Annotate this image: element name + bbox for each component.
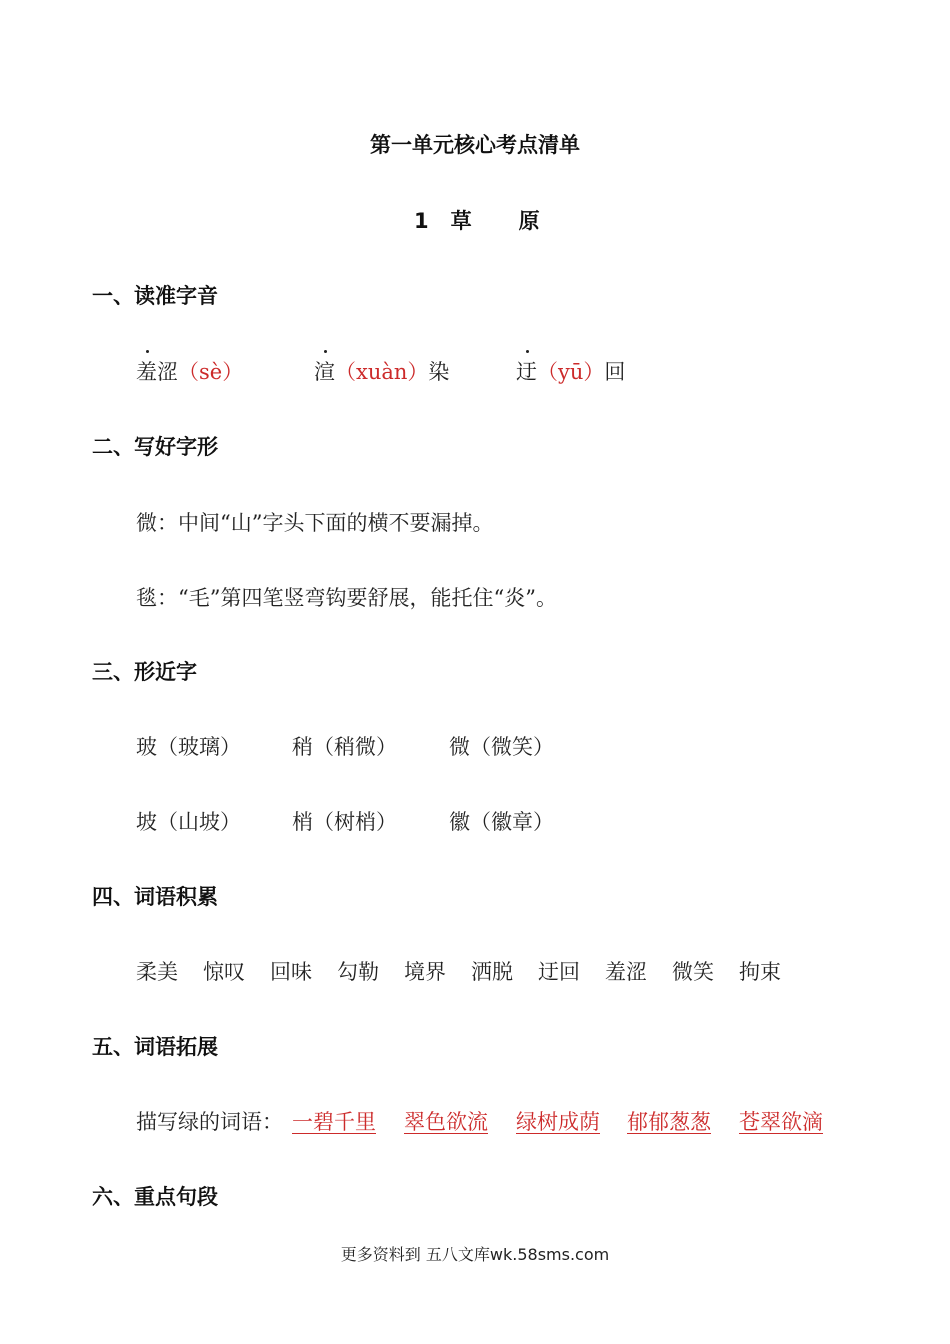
dotted-char: 迂 xyxy=(516,356,537,386)
pronunciation-item: 迂（yū）回 xyxy=(516,356,625,386)
footer-site-link[interactable]: wk.58sms.com xyxy=(489,1245,610,1264)
vocab-word: 回味 xyxy=(270,960,312,984)
lesson-number: 1 xyxy=(414,209,429,233)
green-word-link[interactable]: 苍翠欲滴 xyxy=(739,1110,823,1134)
page-title: 第一单元核心考点清单 xyxy=(370,133,580,157)
section-heading-similar-chars: 三、形近字 xyxy=(92,660,197,684)
pinyin: yū xyxy=(558,360,584,384)
green-word-link[interactable]: 郁郁葱葱 xyxy=(627,1110,711,1134)
section-heading-key-passages: 六、重点句段 xyxy=(92,1185,218,1209)
similar-char-item: 微（微笑） xyxy=(449,735,554,759)
pinyin: sè xyxy=(199,360,223,384)
vocab-word: 迂回 xyxy=(538,960,580,984)
dotted-char: 渲 xyxy=(314,356,335,386)
pinyin: xuàn xyxy=(356,360,408,384)
writing-note: 毯：“毛”第四笔竖弯钩要舒展，能托住“炎”。 xyxy=(136,586,557,610)
green-word-link[interactable]: 绿树成荫 xyxy=(516,1110,600,1134)
section-heading-vocabulary: 四、词语积累 xyxy=(92,885,218,909)
section-heading-writing: 二、写好字形 xyxy=(92,435,218,459)
footer-text: 更多资料到 五八文库 xyxy=(340,1245,490,1264)
green-word-link[interactable]: 翠色欲流 xyxy=(404,1110,488,1134)
green-word-link[interactable]: 一碧千里 xyxy=(292,1110,376,1134)
vocab-word: 拘束 xyxy=(739,960,781,984)
section-heading-pronunciation: 一、读准字音 xyxy=(92,284,218,308)
extension-label: 描写绿的词语： xyxy=(136,1110,283,1134)
lesson-name-2: 原 xyxy=(518,209,540,233)
vocab-word: 柔美 xyxy=(136,960,178,984)
pronunciation-item: 羞涩（sè） xyxy=(136,356,243,386)
similar-char-item: 坡（山坡） xyxy=(136,810,241,834)
dotted-char: 羞 xyxy=(136,356,157,386)
vocab-word: 惊叹 xyxy=(203,960,245,984)
footer xyxy=(0,1242,950,1265)
similar-char-item: 稍（稍微） xyxy=(292,735,397,759)
lesson-title xyxy=(414,205,540,235)
similar-char-item: 玻（玻璃） xyxy=(136,735,241,759)
vocab-word: 境界 xyxy=(404,960,446,984)
section-heading-extension: 五、词语拓展 xyxy=(92,1035,218,1059)
pronunciation-item: 渲（xuàn）染 xyxy=(314,356,449,386)
writing-note: 微：中间“山”字头下面的横不要漏掉。 xyxy=(136,511,494,535)
similar-char-item: 徽（徽章） xyxy=(449,810,554,834)
similar-char-item: 梢（树梢） xyxy=(292,810,397,834)
vocab-word: 微笑 xyxy=(672,960,714,984)
vocab-word: 羞涩 xyxy=(605,960,647,984)
lesson-name-1: 草 xyxy=(450,209,472,233)
vocab-word: 勾勒 xyxy=(337,960,379,984)
vocab-word: 洒脱 xyxy=(471,960,513,984)
